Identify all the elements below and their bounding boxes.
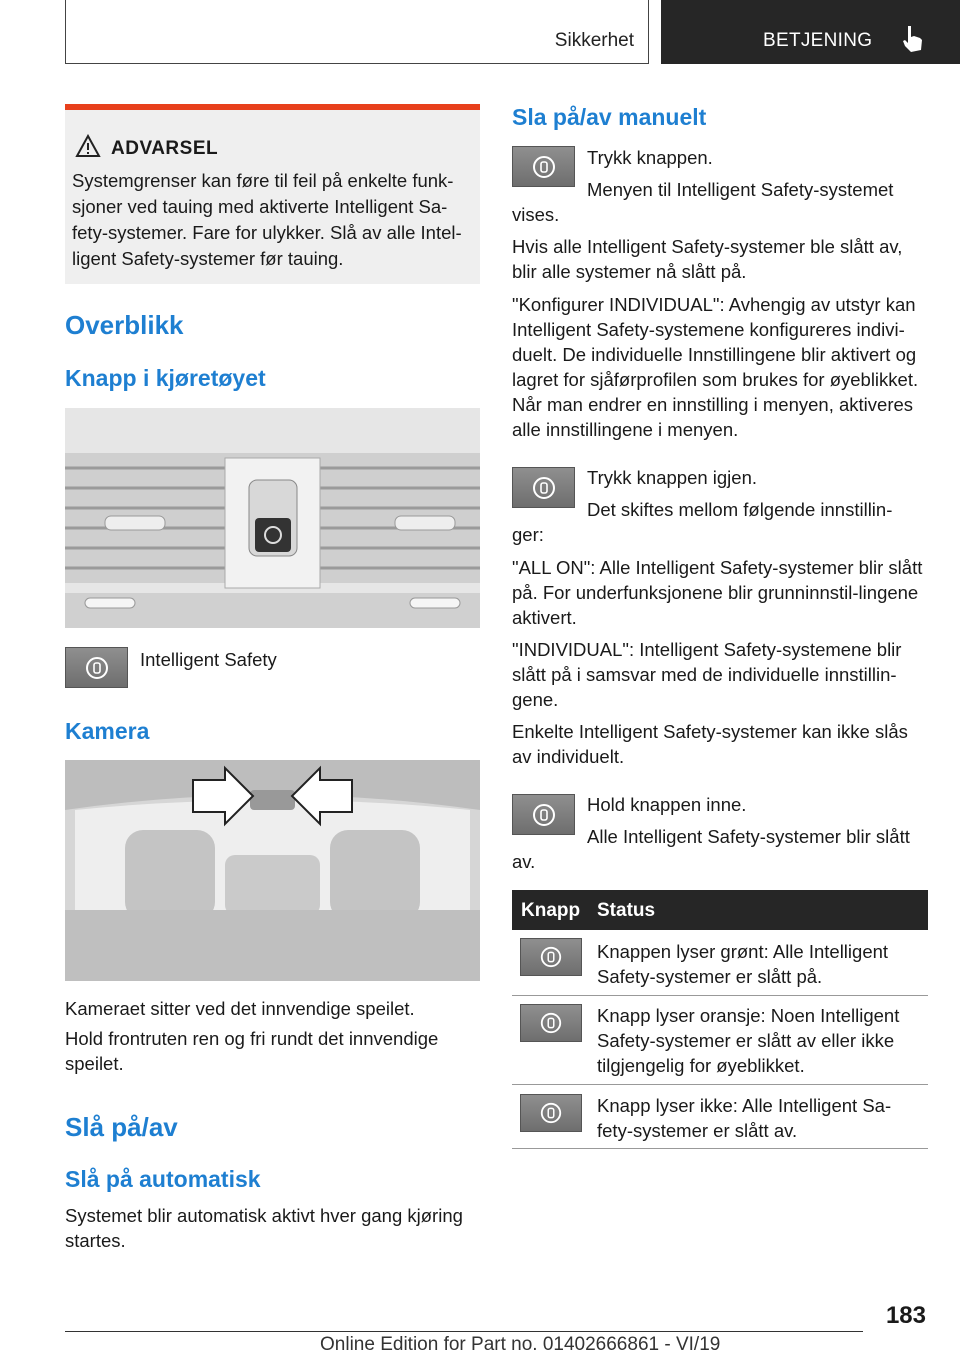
paragraph-all-on: Hvis alle Intelligent Safety-systemer ble slått av, blir alle systemer nå slått på. (512, 236, 903, 282)
heading-camera: Kamera (65, 718, 150, 744)
step1-result: Menyen til Intelligent Safety-systemet vises. (512, 179, 894, 225)
button-caption: Intelligent Safety (140, 649, 277, 670)
header-chapter-title: BETJENING (763, 30, 873, 51)
warning-text: Systemgrenser kan føre til feil på enkelte funk-sjoner ved tauing med aktiverte Intelligent Sa-fety-systemer. Fare for ulykker. Slå av alle Intel-ligent Safety-systemer før tauing. (72, 170, 462, 269)
heading-manual-on-off: Sla på/av manuelt (512, 104, 707, 130)
camera-interior-photo (65, 760, 480, 981)
intelligent-safety-button-image (65, 647, 128, 688)
intelligent-safety-icon (84, 655, 110, 681)
auto-on-text: Systemet blir automatisk aktivt hver gang kjøring startes. (65, 1205, 463, 1251)
step2-result: Det skiftes mellom følgende innstillin-ger: (512, 499, 893, 545)
column-header-button: Knapp (521, 900, 581, 921)
intelligent-safety-icon (539, 1101, 563, 1125)
heading-auto-on: Slå på automatisk (65, 1166, 261, 1192)
warning-box (65, 104, 480, 284)
intelligent-safety-icon (539, 1011, 563, 1035)
table-row-2-status: Knapp lyser oransje: Noen Intelligent Safety-systemer er slått av eller ikke tilgjengelig for øyeblikket. (597, 1005, 900, 1076)
camera-text-2: Hold frontruten ren og fri rundt det innvendige speilet. (65, 1028, 439, 1074)
paragraph-cannot-switch-off: Enkelte Intelligent Safety-systemer kan ikke slås av individuelt. (512, 721, 908, 767)
heading-on-off: Slå på/av (65, 1112, 178, 1142)
footer-divider (65, 1331, 863, 1332)
pointing-hand-icon (899, 24, 925, 54)
table-divider (512, 1084, 928, 1085)
step2-action: Trykk knappen igjen. (587, 467, 758, 488)
heading-button-in-vehicle: Knapp i kjøretøyet (65, 365, 266, 391)
step3-result: Alle Intelligent Safety-systemer blir slått av. (512, 826, 910, 872)
heading-overview: Overblikk (65, 310, 184, 340)
paragraph-individual-mode: "INDIVIDUAL": Intelligent Safety-systemene blir slått på i samsvar med de individuelle innstillin-gene. (512, 639, 902, 710)
paragraph-configure-individual: "Konfigurer INDIVIDUAL": Avhengig av utstyr kan Intelligent Safety-systemene konfigureres indivi-duelt. De individuelle Innstillingene blir aktivert og lagret for sjåførprofilen som brukes for øyeblikket. Når man endrer en innstilling i menyen, aktiveres alle innstillingene i menyen. (512, 294, 919, 440)
table-divider (512, 995, 928, 996)
vent-button-photo (65, 408, 480, 628)
table-row-3-button-image (520, 1094, 582, 1132)
intelligent-safety-icon (539, 945, 563, 969)
header-chapter-tab (661, 0, 960, 64)
table-row-2-button-image (520, 1004, 582, 1042)
table-row-1-button-image (520, 938, 582, 976)
camera-text-1: Kameraet sitter ved det innvendige speilet. (65, 998, 415, 1019)
table-row-3-status: Knapp lyser ikke: Alle Intelligent Sa-fety-systemer er slått av. (597, 1095, 892, 1141)
page-number: 183 (885, 1302, 926, 1329)
header-section-tab (65, 0, 649, 64)
step3-action: Hold knappen inne. (587, 794, 747, 815)
header-section-title: Sikkerhet (554, 30, 634, 51)
warning-triangle-icon (75, 134, 101, 158)
table-divider (512, 1148, 928, 1149)
intelligent-safety-icon (531, 154, 557, 180)
warning-title: ADVARSEL (111, 138, 219, 159)
table-row-1-status: Knappen lyser grønt: Alle Intelligent Safety-systemer er slått på. (597, 941, 889, 987)
step1-action: Trykk knappen. (587, 147, 713, 168)
paragraph-all-on-mode: "ALL ON": Alle Intelligent Safety-systemer blir slått på. For underfunksjonene blir grunninnstil-lingene aktivert. (512, 557, 923, 628)
footer-edition: Online Edition for Part no. 01402666861 - VI/19 (320, 1334, 721, 1355)
column-header-status: Status (597, 900, 656, 921)
status-table-header (512, 890, 928, 930)
